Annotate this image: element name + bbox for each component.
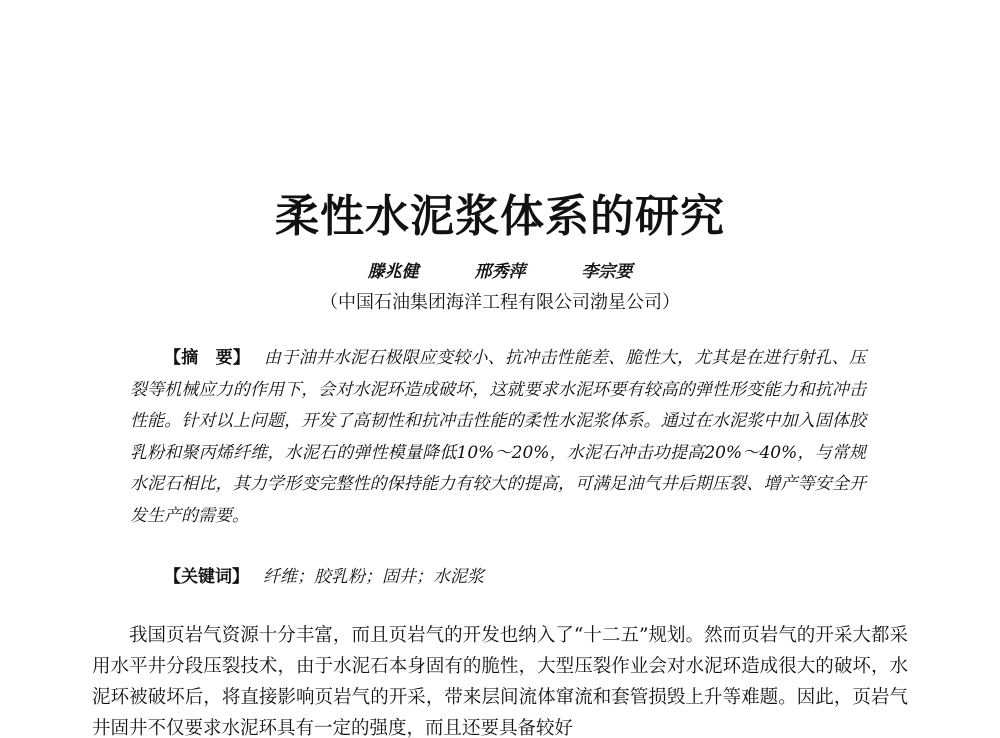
abstract-text: 由于油井水泥石极限应变较小、抗冲击性能差、脆性大，尤其是在进行射孔、压裂等机械应力的作用下，会对水泥环造成破坏，这就要求水泥环要有较高的弹性形变能力和抗冲击性能。针对以上问题，开发了高韧性和抗冲击性能的柔性水泥浆体系。通过在水泥浆中加入固体胶乳粉和聚丙烯纤维，水泥石的弹性模量降低10%～20%，水泥石冲击功提高20%～40%，与常规水泥石相比，其力学形变完整性的保持能力有较大的提高，可满足油气井后期压裂、增产等安全开发生产的需要。 bbox=[130, 348, 867, 526]
author-name: 李宗要 bbox=[581, 262, 633, 282]
abstract-section bbox=[130, 343, 866, 532]
keywords-text: 纤维；胶乳粉；固井；水泥浆 bbox=[263, 567, 484, 587]
author-list bbox=[0, 257, 1000, 282]
paper-title: 柔性水泥浆体系的研究 bbox=[275, 191, 725, 242]
author-affiliation: （中国石油集团海洋工程有限公司渤星公司） bbox=[320, 292, 680, 313]
author-name: 滕兆健 bbox=[367, 262, 419, 282]
author-name: 邢秀萍 bbox=[474, 262, 526, 282]
abstract-label: 【摘 要】 bbox=[164, 348, 251, 368]
keywords-section bbox=[164, 563, 484, 591]
body-paragraph: 我国页岩气资源十分丰富，而且页岩气的开发也纳入了“十二五”规划。然而页岩气的开采大都采用水平井分段压裂技术，由于水泥石本身固有的脆性，大型压裂作业会对水泥环造成很大的破坏，水泥环被破坏后，将直接影响页岩气的开采，带来层间流体窜流和套管损毁上升等难题。因此，页岩气井固井不仅要求水泥环具有一定的强度，而且还要具备较好 bbox=[92, 625, 908, 738]
keywords-label: 【关键词】 bbox=[164, 567, 249, 587]
